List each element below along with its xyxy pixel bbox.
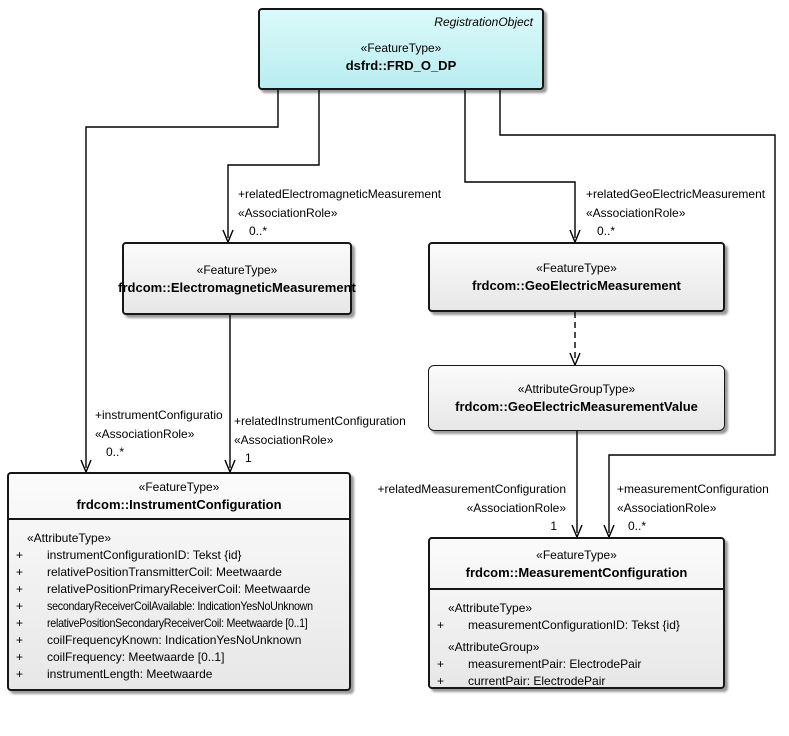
assoc-label-related-electromagnetic-measurement	[238, 185, 441, 241]
attribute-row	[9, 597, 349, 614]
attribute-row	[9, 648, 349, 665]
attribute-text: relativePositionSecondaryReceiverCoil: Meetwaarde [0..1]	[47, 615, 308, 630]
role-name: +relatedMeasurementConfiguration	[377, 482, 566, 496]
attribute-list	[430, 590, 723, 689]
multiplicity: 1	[245, 451, 252, 465]
class-electromagnetic-measurement[interactable]	[118, 242, 356, 315]
class-header	[430, 539, 723, 590]
class-instrument-configuration[interactable]	[7, 472, 351, 691]
multiplicity: 0..*	[597, 224, 616, 238]
visibility-marker: +	[437, 617, 445, 632]
class-header	[430, 244, 723, 310]
attribute-row	[9, 563, 349, 580]
class-name: frdcom::GeoElectricMeasurement	[472, 278, 681, 293]
assoc-label-measurement-configuration	[617, 480, 769, 536]
role-stereotype: «AssociationRole»	[238, 205, 338, 220]
assoc-label-related-instrument-configuration	[234, 412, 406, 468]
attribute-text: coilFrequencyKnown: IndicationYesNoUnknown	[47, 632, 302, 647]
multiplicity: 0..*	[628, 519, 647, 533]
attribute-row	[9, 665, 349, 682]
class-stereotype: «AttributeGroupType»	[517, 382, 636, 396]
class-stereotype: «FeatureType»	[536, 261, 617, 275]
class-stereotype: «FeatureType»	[196, 262, 278, 277]
assoc-label-related-measurement-configuration	[378, 480, 566, 536]
attribute-text: relativePositionPrimaryReceiverCoil: Meetwaarde	[47, 581, 311, 596]
attribute-row	[9, 614, 349, 631]
role-name: +relatedGeoElectricMeasurement	[586, 187, 766, 201]
attribute-row	[430, 655, 723, 672]
class-name: frdcom::MeasurementConfiguration	[465, 564, 688, 580]
class-name: frdcom::InstrumentConfiguration	[76, 497, 282, 512]
class-name: frdcom::ElectromagneticMeasurement	[118, 279, 356, 295]
class-header	[429, 366, 724, 430]
attribute-text: coilFrequency: Meetwaarde [0..1]	[47, 649, 225, 664]
visibility-marker: +	[16, 581, 24, 596]
class-header	[9, 474, 349, 520]
role-name: +instrumentConfiguratio	[95, 408, 223, 422]
role-stereotype: «AssociationRole»	[466, 500, 566, 515]
class-measurement-configuration[interactable]	[428, 537, 725, 689]
attribute-row	[9, 529, 349, 546]
attribute-row	[9, 546, 349, 563]
multiplicity: 0..*	[249, 224, 268, 238]
visibility-marker: +	[16, 615, 24, 630]
visibility-marker: +	[16, 564, 24, 579]
visibility-marker: +	[16, 598, 24, 613]
role-stereotype: «AssociationRole»	[95, 426, 195, 441]
class-stereotype: «FeatureType»	[138, 480, 220, 494]
attribute-text: «AttributeType»	[27, 530, 112, 545]
attribute-text: «AttributeGroup»	[448, 639, 540, 654]
attribute-text: measurementPair: ElectrodePair	[468, 656, 642, 671]
assoc-label-related-geo-electric-measurement	[586, 185, 765, 241]
role-name: +measurementConfiguration	[617, 482, 769, 496]
role-name: +relatedInstrumentConfiguration	[234, 414, 406, 428]
multiplicity: 1	[550, 519, 557, 533]
class-frd-o-dp[interactable]	[258, 8, 544, 90]
connector-frdodp-geoelectricmeasurement[interactable]	[465, 90, 575, 238]
visibility-marker: +	[437, 656, 445, 671]
attribute-text: secondaryReceiverCoilAvailable: IndicationYesNoUnknown	[47, 598, 313, 613]
visibility-marker: +	[16, 547, 24, 562]
role-stereotype: «AssociationRole»	[234, 432, 334, 447]
attribute-text: relativePositionTransmitterCoil: Meetwaarde	[47, 564, 282, 579]
attribute-text: instrumentConfigurationID: Tekst {id}	[47, 547, 242, 562]
role-name: +relatedElectromagneticMeasurement	[238, 187, 442, 201]
attribute-row	[430, 672, 723, 689]
assoc-label-instrument-configuration	[95, 406, 223, 462]
attribute-row	[430, 599, 723, 616]
attribute-row	[430, 616, 723, 633]
registration-object-note: RegistrationObject	[434, 15, 533, 29]
class-name: dsfrd::FRD_O_DP	[345, 58, 457, 73]
multiplicity: 0..*	[106, 445, 125, 459]
class-geo-electric-measurement[interactable]	[428, 242, 725, 312]
attribute-text: instrumentLength: Meetwaarde	[47, 666, 213, 681]
class-header	[118, 244, 356, 313]
attribute-list	[9, 520, 349, 682]
class-header	[260, 10, 542, 88]
role-stereotype: «AssociationRole»	[617, 500, 717, 515]
visibility-marker: +	[437, 673, 445, 688]
class-stereotype: «FeatureType»	[536, 547, 617, 562]
attribute-text: «AttributeType»	[448, 600, 533, 615]
role-stereotype: «AssociationRole»	[586, 205, 686, 220]
attribute-row	[9, 631, 349, 648]
attribute-row	[430, 638, 723, 655]
class-geo-electric-measurement-value[interactable]	[428, 365, 725, 431]
visibility-marker: +	[16, 666, 24, 681]
class-name: frdcom::GeoElectricMeasurementValue	[455, 399, 698, 414]
class-stereotype: «FeatureType»	[360, 41, 442, 55]
attribute-text: measurementConfigurationID: Tekst {id}	[468, 617, 680, 632]
attribute-row	[9, 580, 349, 597]
visibility-marker: +	[16, 649, 24, 664]
attribute-text: currentPair: ElectrodePair	[468, 673, 606, 688]
visibility-marker: +	[16, 632, 24, 647]
